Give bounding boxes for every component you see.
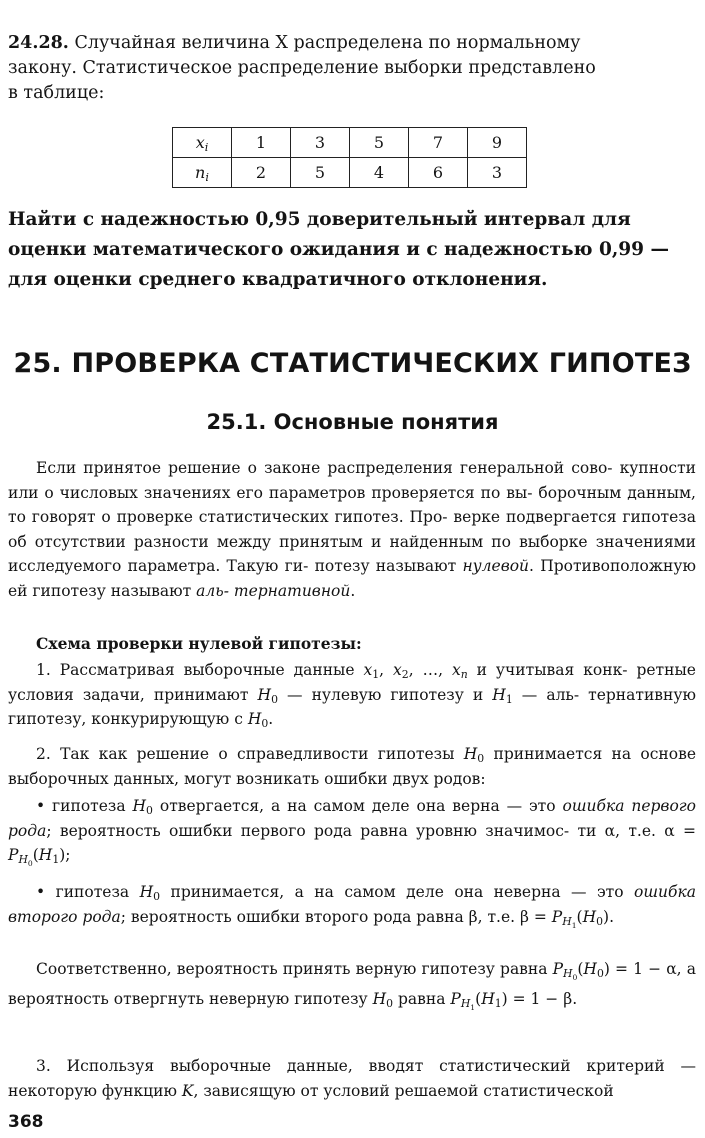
term-alt-part2: тернативной bbox=[233, 581, 351, 600]
step3-text: 3. Используя выборочные данные, вводят статистический критерий — bbox=[36, 1057, 696, 1075]
section-title: 25.1. Основные понятия bbox=[206, 410, 499, 434]
table-cell: 3 bbox=[468, 158, 527, 188]
consequently-text: Соответственно, вероятность принять верную гипотезу равна bbox=[36, 960, 548, 978]
intro-line: найденным по выборке значениями исследуемого параметра. Такую ги- bbox=[8, 532, 696, 575]
page-number: 368 bbox=[8, 1112, 44, 1132]
table-cell: 4 bbox=[350, 158, 409, 188]
table-cell: 3 bbox=[291, 128, 350, 158]
table-header-n: $n_i$ bbox=[173, 158, 232, 188]
intro-line: купности или о числовых значениях его параметров проверяется по вы- bbox=[8, 459, 696, 502]
scheme-title: Схема проверки нулевой гипотезы: bbox=[36, 634, 362, 653]
step3-text: некоторую функцию bbox=[8, 1081, 177, 1100]
step1-text: — нулевую гипотезу и bbox=[287, 685, 484, 704]
table-cell: 6 bbox=[409, 158, 468, 188]
problem-24-28 bbox=[8, 31, 696, 106]
bullet-type2-error: • гипотеза $H_0$ принимается, а на самом деле она неверна — это ошибка второго рода; вероятность ошибки второго рода равна β, т.е. $\beta = P_{H_1}(H_0)$. bbox=[8, 883, 696, 930]
problem-line-2: закону. Статистическое распределение выборки представлено bbox=[8, 58, 596, 78]
problem-number: 24.28. bbox=[8, 33, 69, 53]
step2-text: принимается на bbox=[493, 745, 632, 763]
table-row-n bbox=[173, 158, 527, 188]
intro-line: верке подвергается гипотеза об отсутствии разности между принятым и bbox=[8, 508, 696, 551]
bullet1-text: ти α, т.е. α = bbox=[577, 821, 696, 840]
step-2: 2. Так как решение о справедливости гипотезы $H_0$ принимается на основе выборочных данных, могут возникать ошибки двух родов: bbox=[8, 745, 696, 788]
table-row-x bbox=[173, 128, 527, 158]
table-cell: 5 bbox=[291, 158, 350, 188]
task-line-3: для оценки среднего квадратичного отклонения. bbox=[8, 269, 548, 290]
task-line-2: оценки математического ожидания и с надежностью 0,99 — bbox=[8, 239, 669, 260]
step3-text: , зависящую от условий решаемой статистической bbox=[193, 1081, 614, 1100]
step-1: 1. Рассматривая выборочные данные $x_1$, $x_2$, …, $x_n$ и учитывая конк- ретные условия задачи, принимают $H_0$ — нулевую гипотезу и $H_1$ — аль- тернативную гипотезу, конкурирующую с $H_0$. bbox=[8, 661, 696, 730]
term-error: ошибка bbox=[634, 883, 696, 901]
intro-paragraph bbox=[8, 456, 696, 603]
intro-line: . bbox=[350, 581, 356, 600]
term-first-kind: первого рода bbox=[8, 797, 696, 840]
step2-text: 2. Так как решение о справедливости гипотезы bbox=[36, 745, 455, 763]
bullet2-text: • гипотеза bbox=[36, 883, 130, 901]
step-3: 3. Используя выборочные данные, вводят статистический критерий — некоторую функцию K, зависящую от условий решаемой статистической bbox=[8, 1057, 696, 1100]
sample-distribution-table bbox=[172, 127, 527, 188]
bullet2-text: принимается, а на самом деле она неверна — это bbox=[170, 883, 624, 901]
task-line-1: Найти с надежностью 0,95 доверительный интервал для bbox=[8, 209, 631, 230]
term-error: ошибка bbox=[562, 797, 625, 815]
step1-text: и учитывая конк- bbox=[476, 661, 628, 679]
consequently-text: = 1 − β. bbox=[512, 990, 578, 1008]
consequently-paragraph: Соответственно, вероятность принять верную гипотезу равна $P_{H_0}(H_0) = 1 - \alpha$, а вероятность отвергнуть неверную гипотезу $H_0$ равна $P_{H_1}(H_1) = 1 - \beta$. bbox=[8, 960, 696, 1012]
step1-text: 1. Рассматривая выборочные данные bbox=[36, 661, 355, 679]
term-null: нулевой bbox=[462, 557, 530, 575]
problem-line-3: в таблице: bbox=[8, 83, 105, 103]
bullet1-text: отвергается, а на самом деле она верна — это bbox=[159, 797, 556, 815]
step1-text: — аль- bbox=[521, 685, 580, 704]
table-cell: 5 bbox=[350, 128, 409, 158]
intro-line: потезу называют bbox=[314, 557, 457, 575]
bullet2-text: ; вероятность ошибки второго рода равна β, т.е. β = bbox=[120, 907, 547, 926]
intro-line: Если принятое решение о законе распределения генеральной сово- bbox=[36, 459, 613, 477]
table-cell: 2 bbox=[232, 158, 291, 188]
term-alt-part1: аль- bbox=[196, 581, 229, 600]
table-cell: 7 bbox=[409, 128, 468, 158]
problem-line-1: Случайная величина X распределена по нормальному bbox=[74, 33, 581, 53]
step2-text: основе выборочных данных, могут возникать ошибки двух родов: bbox=[8, 745, 696, 788]
task-text bbox=[8, 205, 696, 295]
table-cell: 9 bbox=[468, 128, 527, 158]
bullet1-text: ; вероятность ошибки первого рода равна уровню значимос- bbox=[46, 821, 570, 840]
consequently-text: равна bbox=[397, 990, 446, 1008]
bullet1-text: • гипотеза bbox=[36, 797, 126, 815]
table-cell: 1 bbox=[232, 128, 291, 158]
intro-line: борочным данным, то говорят о проверке статистических гипотез. Про- bbox=[8, 483, 696, 526]
term-second-kind: второго рода bbox=[8, 907, 121, 926]
intro-line: . Противоположную ей гипотезу называют bbox=[8, 557, 696, 600]
step1-text: тернативную гипотезу, конкурирующую с bbox=[8, 685, 696, 728]
step1-text: ретные условия задачи, принимают bbox=[8, 661, 696, 704]
chapter-title: 25. ПРОВЕРКА СТАТИСТИЧЕСКИХ ГИПОТЕЗ bbox=[13, 348, 692, 379]
consequently-text: = 1 − α, а вероятность отвергнуть неверную гипотезу bbox=[8, 960, 696, 1008]
table-header-x: $x_i$ bbox=[173, 128, 232, 158]
bullet-type1-error: • гипотеза $H_0$ отвергается, а на самом деле она верна — это ошибка первого рода; вероятность ошибки первого рода равна уровню значимос- ти α, т.е. $\alpha = P_{H_0}(H_1)$; bbox=[8, 797, 696, 868]
